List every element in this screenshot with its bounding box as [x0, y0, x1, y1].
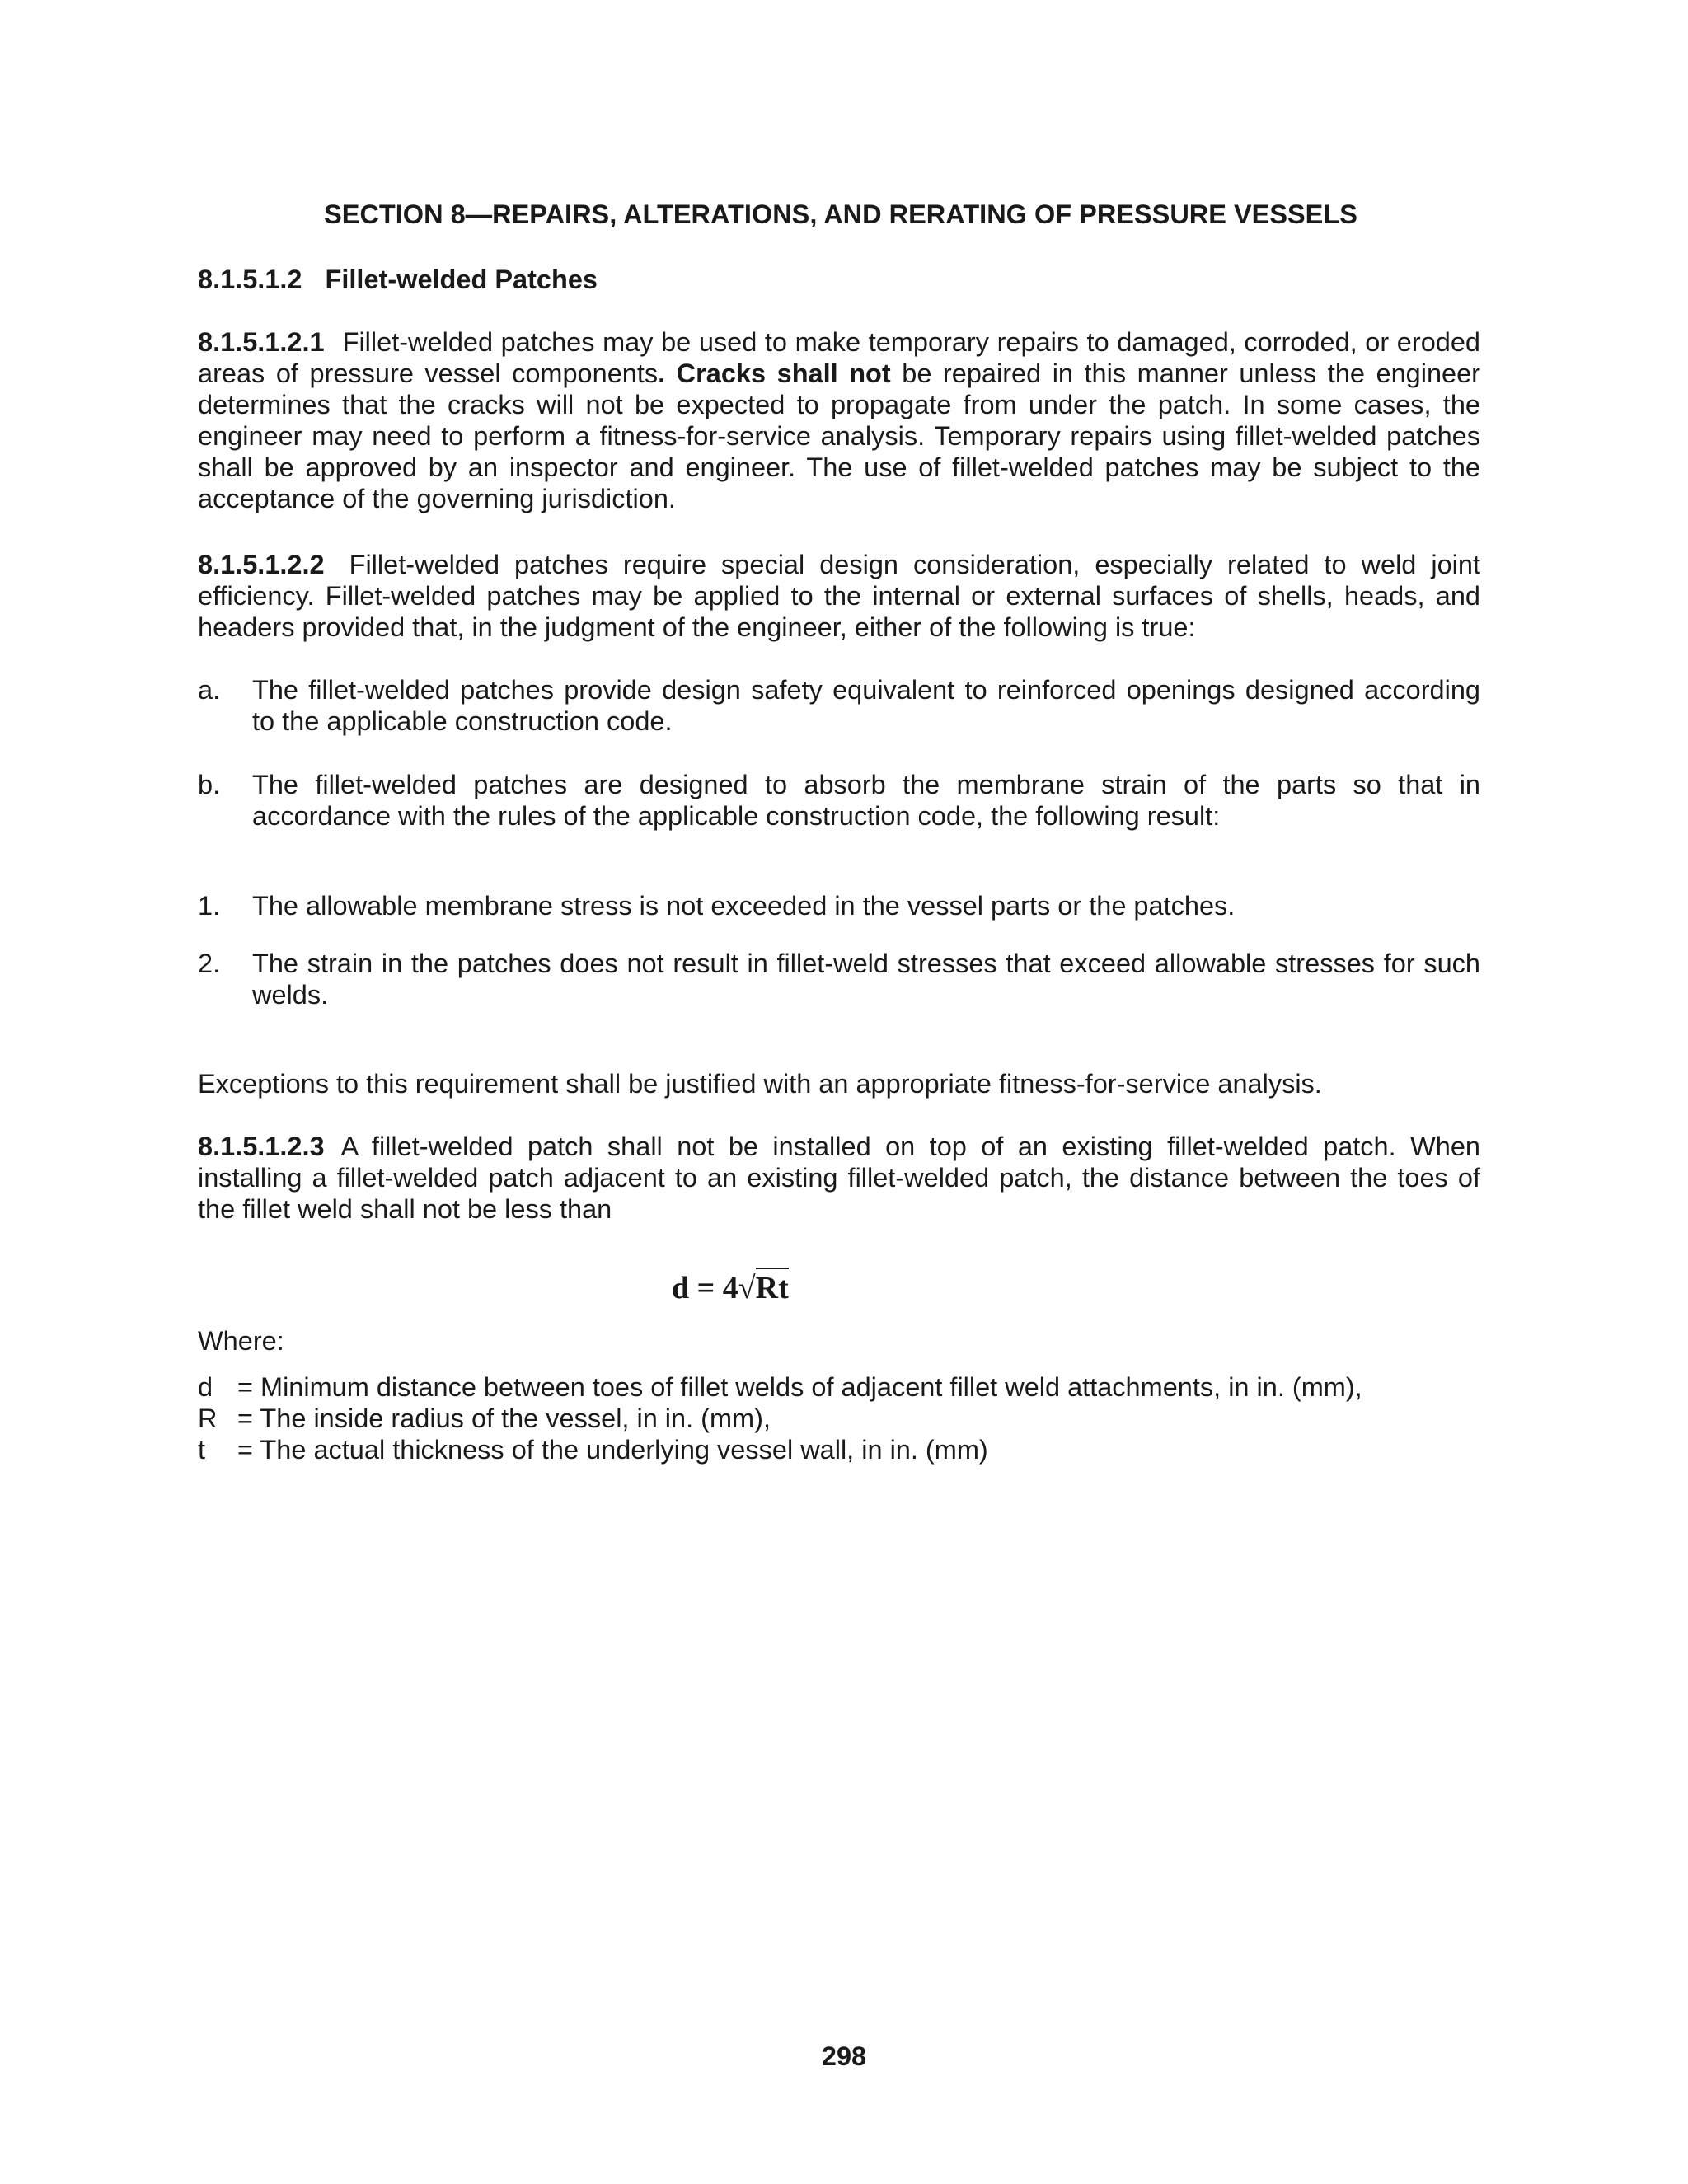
list-item-a	[198, 674, 1480, 737]
definition-text: = Minimum distance between toes of fillet welds of adjacent fillet weld attachments, in in. (mm),	[237, 1372, 1362, 1402]
definition-symbol: R	[198, 1404, 218, 1433]
where-label: Where:	[198, 1326, 284, 1356]
paragraph-text: A fillet-welded patch shall not be installed on top of an existing fillet-welded patch. When installing a fillet-welded patch adjacent to an existing fillet-welded patch, the distance between the toes of the fillet weld shall not be less than	[198, 1132, 1480, 1224]
paragraph-8-1-5-1-2-1	[198, 326, 1480, 514]
exceptions-paragraph: Exceptions to this requirement shall be justified with an appropriate fitness-for-service analysis.	[198, 1069, 1322, 1099]
paragraph-text: Fillet-welded patches may be used to make temporary repairs to damaged, corroded, or eroded areas of pressure vessel components	[198, 327, 1480, 388]
definition-symbol: d	[198, 1372, 213, 1402]
list-item-text: The strain in the patches does not result in fillet-weld stresses that exceed allowable stresses for such welds.	[252, 949, 1480, 1010]
paragraph-number: 8.1.5.1.2.2	[198, 550, 325, 579]
list-item-text: The allowable membrane stress is not exceeded in the vessel parts or the patches.	[252, 891, 1236, 921]
square-root-symbol: √	[738, 1271, 756, 1305]
list-item-b	[198, 769, 1480, 832]
subsection-title: Fillet-welded Patches	[325, 265, 598, 294]
paragraph-8-1-5-1-2-2	[198, 549, 1480, 643]
list-item-text: The fillet-welded patches provide design safety equivalent to reinforced openings designed according to the applicable construction code.	[252, 675, 1480, 736]
definition-text: = The actual thickness of the underlying vessel wall, in in. (mm)	[237, 1435, 988, 1465]
paragraph-number: 8.1.5.1.2.3	[198, 1132, 325, 1161]
definition-symbol: t	[198, 1435, 206, 1465]
definition-t	[198, 1434, 988, 1465]
subsection-number: 8.1.5.1.2	[198, 265, 302, 294]
formula-radicand: Rt	[756, 1268, 789, 1305]
definition-r	[198, 1403, 771, 1434]
paragraph-number: 8.1.5.1.2.1	[198, 327, 325, 357]
page-number: 298	[821, 2041, 867, 2071]
list-marker: 2.	[198, 949, 221, 978]
list-item-text: The fillet-welded patches are designed to absorb the membrane strain of the parts so that in accordance with the rules of the applicable construction code, the following result:	[252, 770, 1480, 831]
paragraph-text: Fillet-welded patches require special design consideration, especially related to weld joint efficiency. Fillet-welded patches may be applied to the internal or external surfaces of shells, heads, and headers provided that, in the judgment of the engineer, either of the following is true:	[198, 550, 1480, 642]
list-marker: a.	[198, 675, 221, 705]
definition-d	[198, 1371, 1362, 1403]
section-title: SECTION 8—REPAIRS, ALTERATIONS, AND RERATING OF PRESSURE VESSELS	[324, 199, 1357, 229]
subsection-heading	[198, 264, 598, 295]
formula-lhs: d = 4	[672, 1271, 738, 1305]
paragraph-text-continued: be repaired in this manner unless the engineer determines that the cracks will not be expected to propagate from under the patch. In some cases, the engineer may need to perform a fitness-for-service analysis. Temporary repairs using fillet-welded patches shall be approved by an inspector and engineer. The use of fillet-welded patches may be subject to the acceptance of the governing jurisdiction.	[198, 359, 1481, 513]
list-item-2	[198, 948, 1480, 1010]
paragraph-8-1-5-1-2-3	[198, 1131, 1480, 1225]
list-item-1	[198, 890, 1480, 921]
paragraph-emphasis: . Cracks shall not	[658, 359, 891, 388]
list-marker: b.	[198, 770, 221, 799]
definition-text: = The inside radius of the vessel, in in. (mm),	[237, 1404, 771, 1433]
distance-formula	[672, 1272, 789, 1304]
list-marker: 1.	[198, 891, 221, 921]
